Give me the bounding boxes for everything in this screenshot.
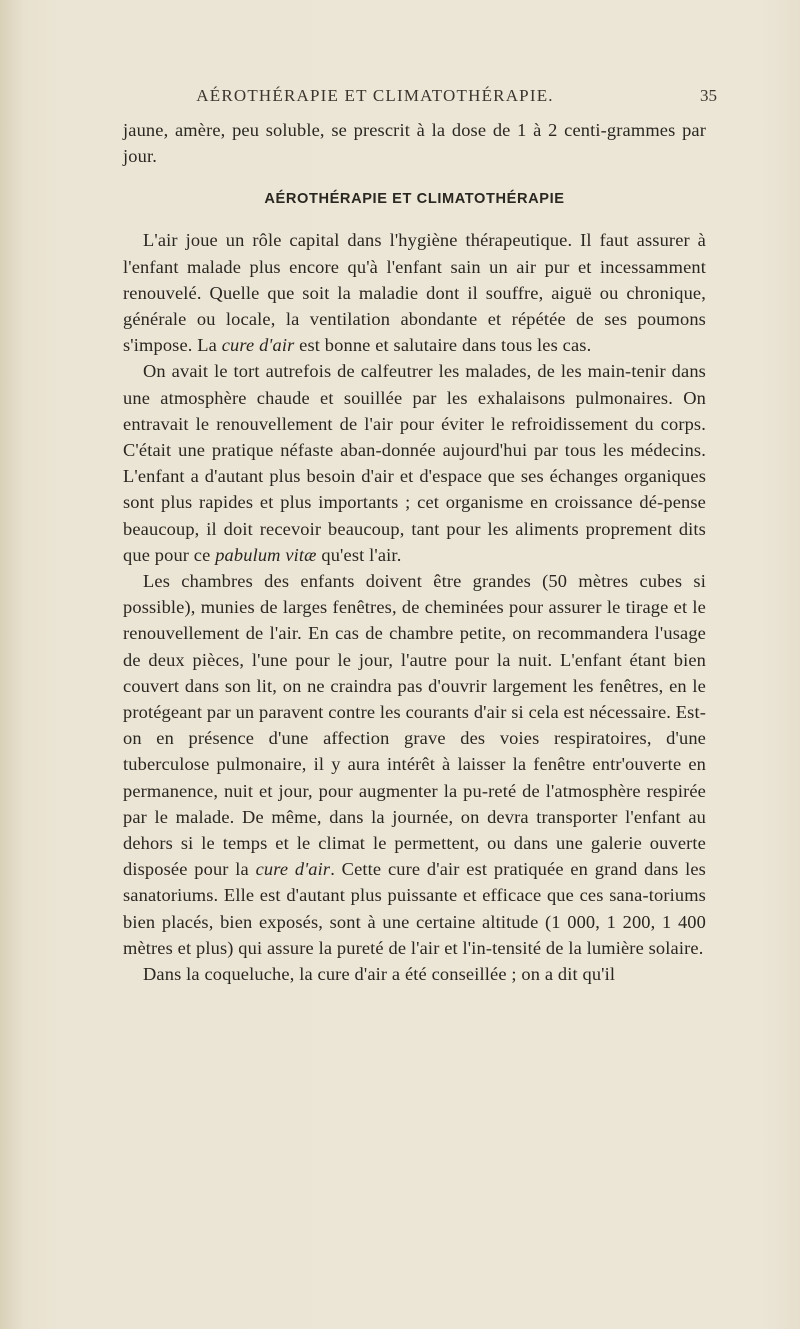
- section-heading: AÉROTHÉRAPIE ET CLIMATOTHÉRAPIE: [264, 191, 565, 208]
- page-number: 35: [700, 86, 717, 105]
- paragraph-continued: jaune, amère, peu soluble, se prescrit à la dose de 1 à 2 centi-grammes par jour.: [123, 120, 706, 167]
- running-head: AÉROTHÉRAPIE ET CLIMATOTHÉRAPIE.: [196, 86, 554, 105]
- paragraph-1: [123, 227, 706, 358]
- paragraph-1-italic: cure d'air: [221, 335, 295, 356]
- paragraph-3-text-a: Les chambres des enfants doivent être grandes (50 mètres cubes si possible), munies de larges fenêtres, de cheminées pour assurer le tirage et le renouvellement de l'air. En cas de chambre petite, on recommandera l'usage de deux pièces, l'une pour le jour, l'autre pour la nuit. L'enfant étant bien couvert dans son lit, on ne craindra pas d'ouvrir largement les fenêtres, en le protégeant par un paravent contre les courants d'air si cela est nécessaire. Est-on en présence d'une affection grave des voies respiratoires, d'une tuberculose pulmonaire, il y aura intérêt à laisser la fenêtre entr'ouverte en permanence, nuit et jour, pour augmenter la pu-reté de l'atmosphère respirée par le malade. De même, dans la journée, on devra transporter l'enfant au dehors si le temps et le climat le permettent, ou dans une galerie ouverte disposée pour la: [123, 571, 706, 880]
- paragraph-2-text-a: On avait le tort autrefois de calfeutrer les malades, de les main-tenir dans une atmosphère chaude et souillée par les exhalaisons pulmonaires. On entravait le renouvellement de l'air pour éviter le refroidissement du corps. C'était une pratique néfaste aban-donnée aujourd'hui par tous les médecins. L'enfant a d'autant plus besoin d'air et d'espace que ses échanges organiques sont plus rapides et plus importants ; cet organisme en croissance dé-pense beaucoup, il doit recevoir beaucoup, tant pour les aliments proprement dits que pour ce: [123, 361, 706, 565]
- paragraph-2-text-b: qu'est l'air.: [316, 544, 402, 565]
- paragraph-4: Dans la coqueluche, la cure d'air a été conseillée ; on a dit qu'il: [143, 964, 616, 985]
- paragraph-3: [123, 568, 706, 961]
- paragraph-3-italic: cure d'air: [255, 859, 331, 880]
- paragraph-3-text-b: . Cette cure d'air est pratiquée en grand dans les sanatoriums. Elle est d'autant plus puissante et efficace que ces sana-toriums bien placés, bien exposés, sont à une certaine altitude (1 000, 1 200, 1 400 mètres et plus) qui assure la pureté de l'air et l'in-tensité de la lumière solaire.: [123, 859, 706, 958]
- paragraph-2-italic: pabulum vitæ: [215, 544, 317, 565]
- text-block: [123, 117, 706, 987]
- paragraph-1-text-b: est bonne et salutaire dans tous les cas.: [294, 335, 592, 356]
- paragraph-1-text-a: L'air joue un rôle capital dans l'hygiène thérapeutique. Il faut assurer à l'enfant malade plus encore qu'à l'enfant sain un air pur et incessamment renouvelé. Quelle que soit la maladie dont il souffre, aiguë ou chronique, générale ou locale, la ventilation abondante et répétée de ses poumons s'impose. La: [123, 230, 706, 356]
- paragraph-2: [123, 358, 706, 568]
